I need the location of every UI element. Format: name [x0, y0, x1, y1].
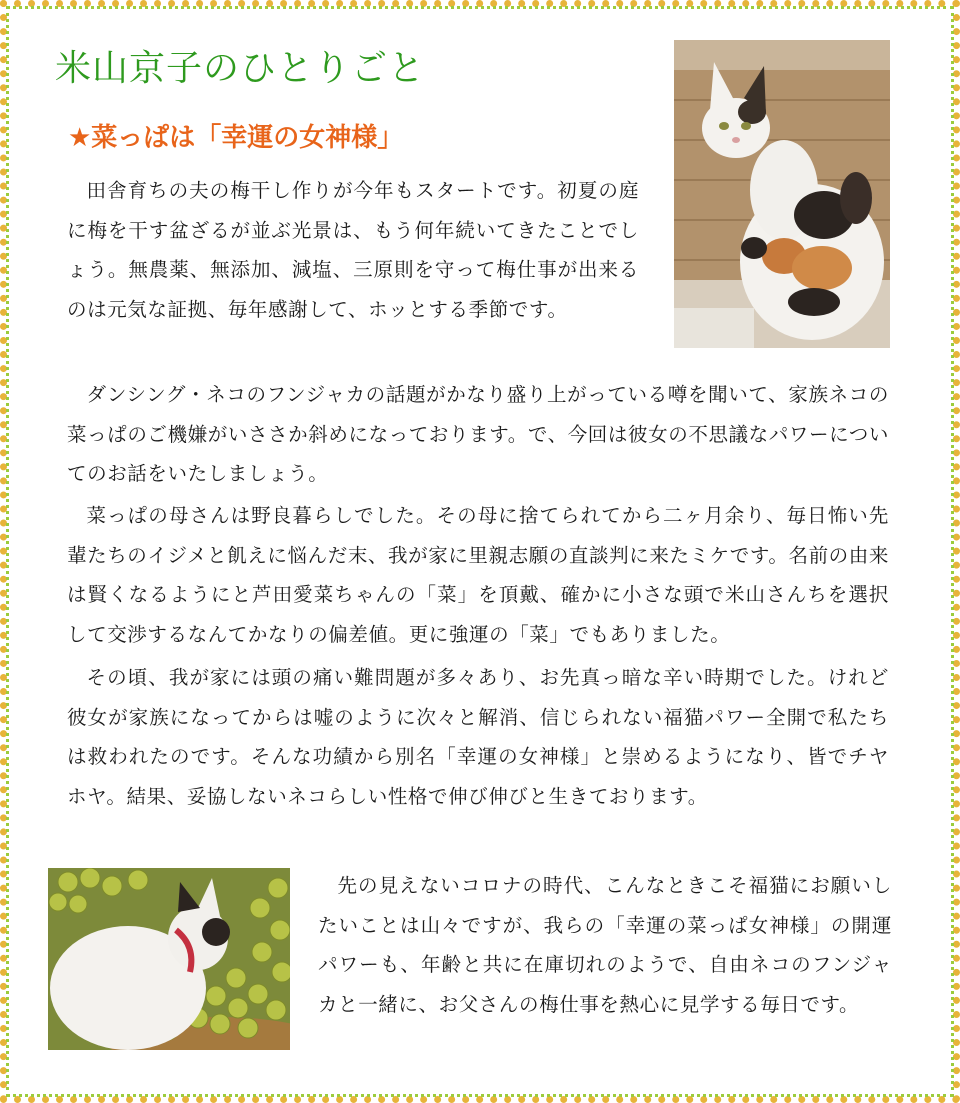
section-heading: ★菜っぱは「幸運の女神様」	[68, 123, 404, 153]
cat-with-plums-photo	[48, 868, 290, 1050]
article-paragraph: 菜っぱの母さんは野良暮らしでした。その母に捨てられてから二ヶ月余り、毎日怖い先輩たちのイジメと飢えに悩んだ末、我が家に里親志願の直談判に来たミケです。名前の由来は賢くなるようにと芦田愛菜ちゃんの「菜」を頂戴、確かに小さな頭で米山さんちを選択して交渉するなんてかなりの偏差値。更に強運の「菜」でもありました。	[67, 504, 889, 646]
article-paragraph: ダンシング・ネコのフンジャカの話題がかなり盛り上がっている噂を聞いて、家族ネコの菜っぱのご機嫌がいささか斜めになっております。で、今回は彼女の不思議なパワーについてのお話をいたしましょう。	[67, 383, 889, 486]
article-paragraph: その頃、我が家には頭の痛い難問題が多々あり、お先真っ暗な辛い時期でした。けれど彼女が家族になってからは嘘のように次々と解消、信じられない福猫パワー全開で私たちは救われたのです。そんな功績から別名「幸運の女神様」と崇めるようになり、皆でチヤホヤ。結果、妥協しないネコらしい性格で伸び伸びと生きております。	[67, 666, 889, 808]
article-paragraph: 先の見えないコロナの時代、こんなときこそ福猫にお願いしたいことは山々ですが、我らの「幸運の菜っぱ女神様」の開運パワーも、年齢と共に在庫切れのようで、自由ネコのフンジャカと一緒に、お父さんの梅仕事を熱心に見学する毎日です。	[318, 874, 892, 1016]
page-title: 米山京子のひとりごと	[55, 48, 426, 89]
article-paragraph: 田舎育ちの夫の梅干し作りが今年もスタートです。初夏の庭に梅を干す盆ざるが並ぶ光景は、もう何年続いてきたことでしょう。無農薬、無添加、減塩、三原則を守って梅仕事が出来るのは元気な証拠、毎年感謝して、ホッとする季節です。	[67, 179, 639, 321]
cat-photo	[674, 40, 890, 348]
